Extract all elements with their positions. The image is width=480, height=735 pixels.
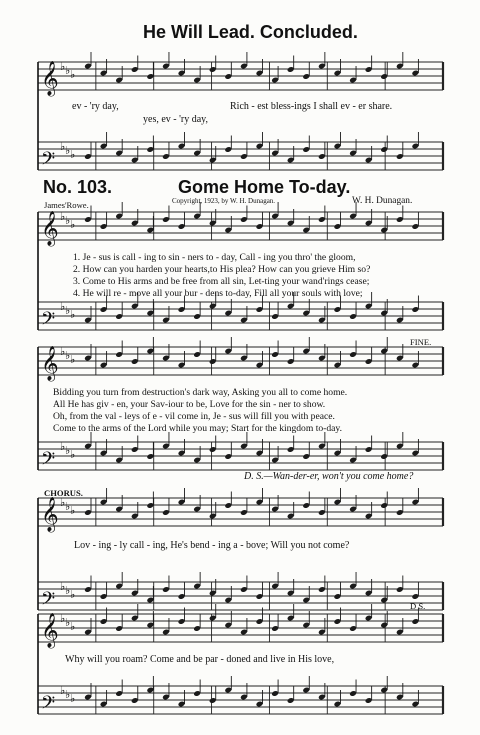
flat-icon: ♭ (60, 346, 66, 358)
staff (38, 614, 443, 642)
flat-icon: ♭ (65, 501, 71, 513)
bass-clef-icon: 𝄢 (41, 448, 56, 473)
chorus-label: CHORUS. (44, 488, 83, 498)
bass-clef-icon: 𝄢 (41, 692, 56, 717)
hymn-title: Gome Home To-day. (178, 177, 351, 197)
flat-icon: ♭ (70, 589, 76, 601)
verse-line-3: Oh, from the val - leys of e - vil come in, Je - sus will fill you with peace. (53, 411, 335, 422)
flat-icon: ♭ (60, 301, 66, 313)
flat-icon: ♭ (60, 141, 66, 153)
fine-mark: FINE. (410, 337, 432, 347)
flat-icon: ♭ (65, 445, 71, 457)
verse-line-4: Come to the arms of the Lord while you may; Start for the kingdom to-day. (53, 423, 342, 434)
flat-icon: ♭ (65, 689, 71, 701)
flat-icon: ♭ (70, 149, 76, 161)
flat-icon: ♭ (65, 305, 71, 317)
flat-icon: ♭ (60, 211, 66, 223)
staff (38, 212, 443, 240)
flat-icon: ♭ (70, 449, 76, 461)
page-title: He Will Lead. Concluded. (143, 22, 358, 42)
flat-icon: ♭ (60, 685, 66, 697)
flat-icon: ♭ (65, 215, 71, 227)
lyric-line: ev - 'ry day, (72, 101, 119, 112)
flat-icon: ♭ (65, 617, 71, 629)
copyright: Copyright, 1923, by W. H. Dunagan. (172, 197, 276, 205)
verse-line-1: 1. Je - sus is call - ing to sin - ners to - day, Call - ing you thro' the gloom, (73, 252, 356, 263)
verse-line-1: Bidding you turn from destruction's dark way, Asking you all to come home. (53, 387, 348, 398)
verse-line-2: 2. How can you harden your hearts,to His plea? How can you grieve Him so? (73, 264, 371, 275)
flat-icon: ♭ (60, 61, 66, 73)
treble-clef-icon: 𝄞 (41, 498, 59, 531)
bass-clef-icon: 𝄢 (41, 148, 56, 173)
verse-line-2: All He has giv - en, your Sav-iour to be, Love for the sin - ner to show. (53, 399, 326, 410)
flat-icon: ♭ (70, 621, 76, 633)
verses-b (53, 387, 347, 435)
hymn-number: No. 103. (43, 177, 113, 197)
lyric-line: yes, ev - 'ry day, (143, 114, 209, 125)
composer: W. H. Dunagan. (352, 196, 413, 206)
flat-icon: ♭ (65, 350, 71, 362)
staff (38, 498, 443, 526)
treble-clef-icon: 𝄞 (41, 614, 59, 647)
treble-clef-icon: 𝄞 (41, 212, 59, 245)
verse-line-4: 4. He will re - move all your bur - dens to-day, Fill all your souls with love; (73, 288, 363, 299)
ds-mark: D S. (410, 601, 426, 611)
flat-icon: ♭ (65, 585, 71, 597)
treble-clef-icon: 𝄞 (41, 347, 59, 380)
flat-icon: ♭ (70, 219, 76, 231)
staff (38, 302, 443, 330)
verse-line-3: 3. Come to His arms and be free from all sin, Let-ting your wand'rings cease; (73, 276, 370, 287)
last-lyric: Why will you roam? Come and be par - doned and live in His love, (65, 654, 335, 665)
flat-icon: ♭ (60, 497, 66, 509)
verses-a (73, 252, 370, 300)
bass-clef-icon: 𝄢 (41, 588, 56, 613)
flat-icon: ♭ (70, 505, 76, 517)
flat-icon: ♭ (70, 354, 76, 366)
bass-clef-icon: 𝄢 (41, 308, 56, 333)
author: James'Rowe. (44, 200, 89, 210)
lyric-line: Rich - est bless-ings I shall ev - er share. (230, 101, 393, 112)
flat-icon: ♭ (65, 145, 71, 157)
treble-clef-icon: 𝄞 (41, 62, 59, 95)
flat-icon: ♭ (65, 65, 71, 77)
flat-icon: ♭ (60, 613, 66, 625)
flat-icon: ♭ (60, 581, 66, 593)
ds-line: D. S.—Wan-der-er, won't you come home? (244, 471, 414, 482)
flat-icon: ♭ (70, 309, 76, 321)
chorus-lyric: Lov - ing - ly call - ing, He's bend - ing a - bove; Will you not come? (74, 540, 350, 551)
staff (38, 142, 443, 170)
flat-icon: ♭ (70, 69, 76, 81)
flat-icon: ♭ (70, 693, 76, 705)
flat-icon: ♭ (60, 441, 66, 453)
staff (38, 582, 443, 610)
